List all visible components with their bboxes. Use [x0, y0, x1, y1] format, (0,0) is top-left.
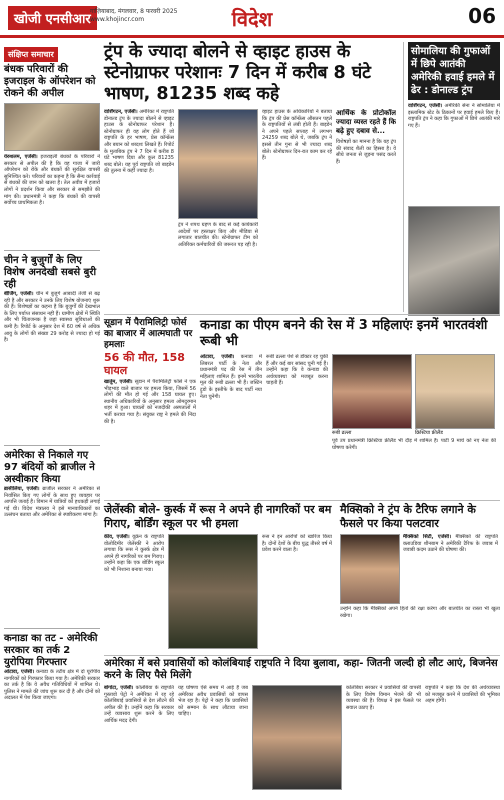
sheinbaum-photo: [340, 534, 400, 604]
left-headline-2: चीन ने बुजुर्गों के लिए विशेष अनदेखी सबसे बुरी रही: [4, 255, 97, 290]
lead-col-3: व्हाइट हाउस के अधिकारियों ने बताया कि ट्रंप की प्रेस कॉन्फ्रेंस औसतन पहले के राष्ट्रपतियों से लंबी होती हैं। बाइडेन ने अपने पहले सप्ताह में लगभग 24259 शब्द बोले थे, जबकि ट्रंप ने इससे तीन गुना से भी ज्यादा शब्द बोले। स्टेनोग्राफर दिन-रात काम कर रहे हैं।: [262, 109, 332, 162]
divider: [4, 250, 100, 251]
masthead: [0, 0, 504, 38]
right-headline-box: [408, 42, 500, 100]
left-story-3-body: ब्रासीलिया, एजेंसी। ब्राजील सरकार ने अमेरिका से निर्वासित किए गए लोगों के साथ हुए व्यवहार पर आपत्ति जताई है। विमान में यात्रियों को हथकड़ी लगाई गई थी। विदेश मंत्रालय ने इसे मानवाधिकारों का उल्लंघन बताया और अमेरिका से स्पष्टीकरण मांगा है।: [4, 486, 100, 519]
somalia-strike-photo: [408, 206, 500, 316]
dateline: गाज़ियाबाद, मंगलवार, 8 फरवरी 2025 www.khojincr.com: [90, 8, 178, 23]
lead-col-2: ट्रंप ने शपथ ग्रहण के बाद से कई कार्यकारी आदेशों पर हस्ताक्षर किए और मीडिया से लगातार बातचीत की। स्टेनोग्राफर टीम को अतिरिक्त कर्मचारियों की जरूरत पड़ रही है।: [178, 222, 258, 248]
right-story: [408, 42, 500, 312]
mexico-col-1: मैक्सिको सिटी, एजेंसी। मैक्सिको की राष्ट्रपति क्लाउडिया शीनबाम ने अमेरिकी टैरिफ के जवाब में जवाबी कदम उठाने की घोषणा की।: [403, 534, 498, 554]
lead-center: [178, 109, 258, 294]
canada-col-3: पूर्व उप प्रधानमंत्री क्रिस्टिया फ्रीलैंड भी दौड़ में शामिल हैं। पार्टी 9 मार्च को नए नेता की घोषणा करेगी।: [332, 438, 496, 451]
left-column: [4, 42, 100, 796]
left-headline-3: अमेरिका से निकाले गए 97 बंदियों को ब्राजील ने अस्वीकार किया: [4, 450, 95, 485]
candidate-photo-2: [415, 354, 495, 429]
pull-quote: आर्थिक के प्रोटोकॉल ज्यादा व्यस्त रहते हैं कि बढ़े हुए दबाव से...: [336, 109, 396, 135]
canada-photos: [332, 354, 496, 494]
sudan-body: खार्तूम, एजेंसी। सूडान में पैरामिलिट्री फोर्स ने एक भीड़भाड़ वाले बाजार पर हमला किया, जिसमें 56 लोगों की मौत हो गई और 158 घायल हुए। स्थानीय अधिकारियों के अनुसार हमला ओमदुरमान शहर में हुआ। घायलों को नजदीकी अस्पतालों में भर्ती कराया गया है। संयुक्त राष्ट्र ने हमले की निंदा की है।: [104, 379, 196, 425]
sudan-subheadline: 56 की मौत, 158 घायल: [104, 351, 185, 377]
colombia-col-4: राष्ट्रपति ने कहा कि देश की अर्थव्यवस्था को मजबूत करने में प्रवासियों की भूमिका अहम होगी।: [425, 685, 500, 705]
right-headline: सोमालिया की गुफाओं में छिपे आतंकी अमेरिकी हवाई हमले में ढेर : डोनाल्ड ट्रंप: [411, 46, 495, 96]
colombia-col-3: कोलंबिया सरकार ने प्रवासियों की वापसी के लिए विशेष विमान भेजने की भी व्यवस्था की है। विपक्ष ने इस फैसले पर सवाल उठाए हैं।: [346, 685, 421, 711]
brand-logo: खोजी एनसीआर: [8, 6, 97, 30]
zelensky-headline: जेलेंस्की बोले- कुर्स्क में रूस ने अपने ही नागरिकों पर बम गिराए, बोर्डिंग स्कूल पर भी हमला: [104, 503, 332, 530]
left-story-4-body: ओटावा, एजेंसी। कनाडा के तटीय क्षेत्र में दो यूरोपीय नागरिकों को गिरफ्तार किया गया है। अमेरिकी सरकार का तर्क है कि वे अवैध गतिविधियों में शामिल थे। पुलिस ने मामले की जांच शुरू कर दी है और दोनों को अदालत में पेश किया जाएगा।: [4, 669, 100, 702]
left-headline-4: कनाडा का तट - अमेरिकी सरकार का तर्क 2 युरोपिया गिरफ्तार: [4, 633, 98, 668]
page-number: 06: [468, 4, 496, 28]
canada-story: [200, 318, 500, 498]
sudan-headline: सूडान में पैरामिलिट्री फोर्स का बाजार में आत्मघाती पर हमलाः: [104, 318, 193, 350]
mexico-col-2: उन्होंने कहा कि मैक्सिको अपने हितों की रक्षा करेगा और बातचीत का रास्ता भी खुला रखेगा।: [340, 606, 500, 619]
colombia-col-2: यह घोषणा ऐसे समय में आई है जब अमेरिका अवैध प्रवासियों को वापस भेज रहा है। पेट्रो ने कहा कि प्रवासियों को सम्मान के साथ लौटाया जाना चाहिए।: [178, 685, 248, 718]
colombia-story: [104, 658, 500, 796]
zelensky-photo: [168, 534, 258, 649]
divider: [104, 314, 500, 315]
sudan-story: [104, 318, 196, 498]
caption-2: क्रिस्टिया फ्रीलैंड: [415, 430, 443, 436]
petro-photo: [252, 685, 342, 790]
lead-headline: ट्रंप के ज्यादा बोलने से व्हाइट हाउस के स्टेनोग्राफर परेशानः 7 दिन में करीब 8 घंटे भाषण, 81235 शब्द कहे: [104, 42, 371, 104]
hostage-photo: [4, 103, 100, 151]
trump-photo: [178, 109, 258, 219]
divider: [4, 628, 100, 629]
canada-col-1: ओटावा, एजेंसी। कनाडा में लिबरल पार्टी के नेता और प्रधानमंत्री पद की रेस में तीन महिलाएं शामिल हैं। इनमें भारतीय मूल की रूबी ढल्ला भी हैं। जस्टिन ट्रूडो के इस्तीफे के बाद पार्टी नया नेता चुनेगी।: [200, 354, 262, 400]
candidate-photo-1: [332, 354, 412, 429]
divider: [104, 655, 500, 656]
mexico-story: [340, 503, 500, 653]
lead-col-4: आर्थिक के प्रोटोकॉल ज्यादा व्यस्त रहते हैं कि बढ़े हुए दबाव से... विशेषज्ञों का मानना है कि यह ट्रंप की संवाद शैली का हिस्सा है। वे सीधे जनता से जुड़ना पसंद करते हैं।: [336, 109, 396, 165]
zelensky-story: [104, 503, 336, 653]
right-story-body: वाशिंगटन, एजेंसी। अमेरिकी सेना ने सोमालिया में इस्लामिक स्टेट के ठिकानों पर हवाई हमले किए हैं। राष्ट्रपति ट्रंप ने कहा कि गुफाओं में छिपे आतंकी मारे गए हैं।: [408, 103, 500, 129]
caption-1: रूबी ढल्ला: [332, 430, 352, 436]
canada-col-2: रूबी ढल्ला पेशे से डॉक्टर रह चुकी हैं और कई बार सांसद चुनी गई हैं। उन्होंने कहा कि वे कनाडा की अर्थव्यवस्था को मजबूत करना चाहती हैं।: [266, 354, 328, 387]
canada-headline: कनाडा का पीएम बनने की रेस में 3 महिलाएंः इनमें भारतवंशी रूबी भी: [200, 318, 488, 349]
lead-col-1: वाशिंगटन, एजेंसी। अमेरिका में राष्ट्रपति डोनाल्ड ट्रंप के ज्यादा बोलने से व्हाइट हाउस के स्टेनोग्राफर परेशान हैं। स्टेनोग्राफर ही वह लोग होते हैं जो राष्ट्रपति के हर भाषण, प्रेस कॉन्फ्रेंस और बयान को शब्दशः लिखते हैं। रिपोर्ट के मुताबिक ट्रंप ने 7 दिन में करीब 8 घंटे भाषण दिया और कुल 81235 शब्द बोले। यह पूर्व राष्ट्रपति जो बाइडेन की तुलना में कहीं ज्यादा है।: [104, 109, 174, 175]
divider: [104, 500, 500, 501]
zelensky-col-2: रूस ने इन आरोपों को खारिज किया है। दोनों देशों के बीच युद्ध तीसरे वर्ष में प्रवेश करने वाला है।: [262, 534, 332, 554]
left-story-2-body: बीजिंग, एजेंसी। चीन में बुजुर्ग आबादी तेजी से बढ़ रही है और सरकार ने उनके लिए विशेष योजनाएं शुरू की हैं। विशेषज्ञों का कहना है कि बुजुर्गों की देखभाल के लिए पर्याप्त संसाधन नहीं हैं। ग्रामीण क्षेत्रों में स्थिति और भी चिंताजनक है जहां स्वास्थ्य सुविधाओं की कमी है। रिपोर्ट के अनुसार देश में 60 वर्ष से अधिक आयु के लोगों की संख्या 29 करोड़ से ज्यादा हो गई है।: [4, 291, 100, 344]
colombia-headline: अमेरिका में बसे प्रवासियों को कोलंबियाई राष्ट्रपति ने दिया बुलावा, कहा- जितनी जल्दी हो लौट आएं, बिजनेस करने के लिए पैसे मिलेंगे: [104, 658, 498, 681]
brief-news-tag: संक्षिप्त समाचार: [4, 47, 58, 62]
mexico-headline: मैक्सिको ने ट्रंप के टैरिफ लगाने के फैसले पर किया पलटवार: [340, 503, 476, 530]
divider: [4, 445, 100, 446]
left-story-1-body: येरुशलम, एजेंसी। इजराइली बंधकों के परिवारों ने सरकार से अपील की है कि वह गाजा में जारी ऑपरेशन को रोके और बंधकों की सुरक्षित वापसी सुनिश्चित करे। परिवारों का कहना है कि सैन्य कार्रवाई से बंधकों की जान को खतरा है। तेल अवीव में हजारों लोगों ने प्रदर्शन किया और सरकार से समझौते की मांग की। प्रधानमंत्री ने कहा कि बंधकों की वापसी सर्वोच्च प्राथमिकता है।: [4, 154, 100, 207]
zelensky-col-1: कीव, एजेंसी। यूक्रेन के राष्ट्रपति वोलोदिमीर जेलेंस्की ने आरोप लगाया कि रूस ने कुर्स्क क्षेत्र में अपने ही नागरिकों पर बम गिराए। उन्होंने कहा कि एक बोर्डिंग स्कूल को भी निशाना बनाया गया।: [104, 534, 164, 573]
lead-story: [104, 42, 404, 312]
colombia-col-1: बोगोटा, एजेंसी। कोलंबिया के राष्ट्रपति गुस्तावो पेट्रो ने अमेरिका में रह रहे कोलंबियाई प्रवासियों से देश लौटने की अपील की है। उन्होंने कहा कि सरकार उन्हें व्यवसाय शुरू करने के लिए आर्थिक मदद देगी।: [104, 685, 174, 724]
left-headline-1: बंधक परिवारों की इजराइल के ऑपरेशन को रोकने की अपील: [4, 64, 96, 99]
section-title: विदेश: [231, 7, 273, 31]
